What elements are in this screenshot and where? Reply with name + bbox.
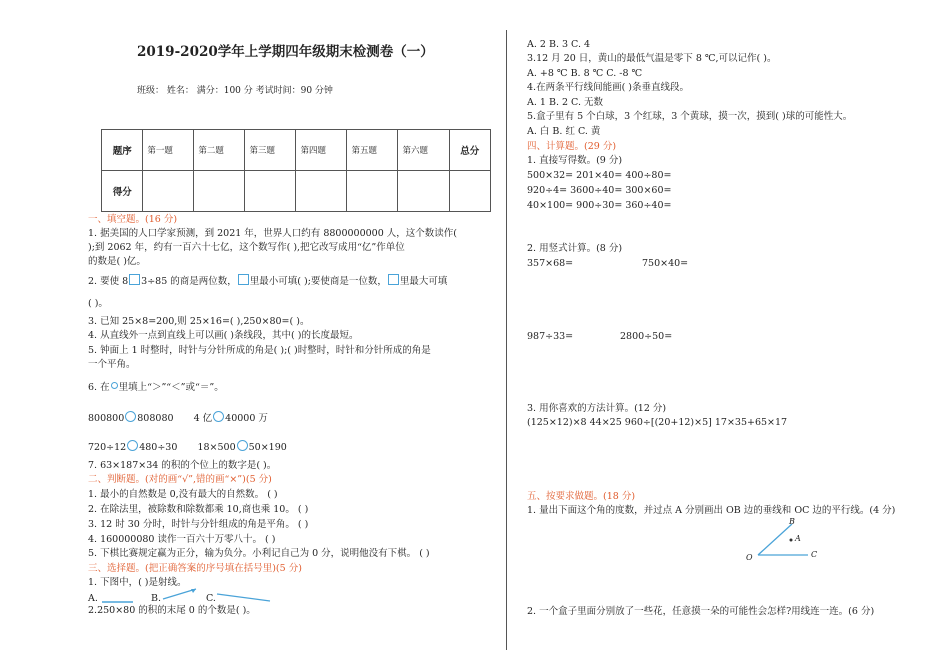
section-points: (16 分) — [145, 214, 178, 225]
question-3: 3. 已知 25×8=200,则 25×16=( ),250×80=( )。 — [88, 316, 310, 327]
calc-row: 40×100= 900÷30= 360÷40= — [527, 200, 672, 211]
q6-expr: 808080 — [137, 413, 174, 424]
score-table — [101, 129, 491, 212]
calc-row: 500×32= 201×40= 400÷80= — [527, 170, 672, 181]
score-cell[interactable] — [296, 171, 347, 212]
section-1-heading — [88, 214, 177, 226]
q2-part-a: 2. 要使 8 — [88, 276, 129, 287]
q6-expr: 800800 — [88, 413, 125, 424]
point-label-a: A — [795, 534, 801, 543]
exam-info: 班级： 姓名： 满分：100 分 考试时间：90 分钟 — [137, 86, 333, 96]
blank-box-icon[interactable] — [129, 274, 140, 285]
score-cell[interactable] — [143, 171, 194, 212]
table-header-cell: 第一题 — [143, 130, 194, 171]
question-2 — [88, 274, 447, 288]
q6-expr: 720÷12 — [88, 442, 127, 453]
compare-circle-icon[interactable] — [213, 411, 224, 422]
table-header-cell: 总分 — [449, 130, 491, 171]
draw-question-1: 1. 量出下面这个角的度数，并过点 A 分别画出 OB 边的垂线和 OC 边的平行线。(4 分) — [527, 505, 896, 516]
judge-item: 3. 12 时 30 分时，时针与分针组成的角是平角。 ( ) — [88, 519, 309, 530]
section-title: 一、填空题。 — [88, 214, 146, 225]
table-header-cell: 第三题 — [245, 130, 296, 171]
table-header-cell: 第五题 — [347, 130, 398, 171]
choice-option-b: B. — [151, 593, 162, 604]
ray-figure-icon — [160, 586, 200, 602]
table-row — [102, 171, 491, 212]
q2-part-b: 3÷85 的商是两位数， — [141, 276, 237, 287]
section-2-heading — [88, 474, 272, 486]
section-title: 二、判断题。(对的画“√”,错的画“×”) — [88, 474, 246, 485]
score-cell[interactable] — [245, 171, 296, 212]
question-1-line-1: 1. 据美国的人口学家预测，到 2021 年，世界人口约有 8800000000 人，这个数读作( — [88, 228, 457, 239]
judge-item: 5. 下棋比赛规定赢为正分，输为负分。小利记自己为 0 分，说明他没有下棋。 ( ) — [88, 548, 430, 559]
column-divider — [506, 30, 507, 650]
section-4-heading — [527, 141, 616, 153]
choice-3-options: A. +8 ℃ B. 8 ℃ C. -8 ℃ — [527, 68, 643, 79]
q6-expr: 40000 万 — [225, 413, 268, 424]
q6-row-2 — [88, 440, 287, 454]
question-1-line-3: 的数是( )亿。 — [88, 256, 146, 267]
q6-expr: 480÷30 — [139, 442, 178, 453]
question-5-line-1: 5. 钟面上 1 时整时，时针与分针所成的角是( );( )时整时，时针和分针所成的角是 — [88, 345, 431, 356]
calc-question-3: 3. 用你喜欢的方法计算。(12 分) — [527, 403, 667, 414]
blank-box-icon[interactable] — [388, 274, 399, 285]
table-header-cell: 第二题 — [194, 130, 245, 171]
blank-box-icon[interactable] — [238, 274, 249, 285]
draw-question-2: 2. 一个盒子里面分别放了一些花，任意摸一朵的可能性会怎样?用线连一连。(6 分) — [527, 606, 875, 617]
question-2-line-2: ( )。 — [88, 298, 108, 309]
compare-circle-icon[interactable] — [125, 411, 136, 422]
q6-row-1 — [88, 411, 268, 425]
compare-circle-icon[interactable] — [127, 440, 138, 451]
table-header-cell: 第四题 — [296, 130, 347, 171]
choice-4-options: A. 1 B. 2 C. 无数 — [527, 97, 604, 108]
question-7: 7. 63×187×34 的积的个位上的数字是( )。 — [88, 460, 277, 471]
question-1-line-2: );到 2062 年，约有一百六十七亿，这个数写作( ),把它改写成用“亿”作单位 — [88, 242, 405, 253]
calc-question-1: 1. 直接写得数。(9 分) — [527, 155, 623, 166]
section-title: 五、按要求做题。 — [527, 491, 604, 502]
section-5-heading — [527, 491, 635, 503]
section-title: 三、选择题。(把正确答案的序号填在括号里) — [88, 563, 276, 574]
compare-circle-icon[interactable] — [237, 440, 248, 451]
q2-part-d: 里最大可填 — [399, 276, 448, 287]
table-row — [102, 130, 491, 171]
q6-part-a: 6. 在 — [88, 382, 110, 393]
choice-question-4: 4.在两条平行线间能画( )条垂直线段。 — [527, 82, 689, 93]
section-points: (5 分) — [245, 474, 272, 485]
choice-option-c: C. — [206, 593, 216, 604]
calc-expr: 357×68= — [527, 258, 574, 269]
score-row-label: 得分 — [102, 171, 143, 212]
q6-part-b: 里填上“＞”“＜”或“＝”。 — [118, 382, 224, 393]
judge-item: 2. 在除法里，被除数和除数都乘 10,商也乘 10。 ( ) — [88, 504, 309, 515]
calc-expr: 2800÷50= — [620, 331, 673, 342]
question-6 — [88, 382, 224, 394]
score-cell[interactable] — [449, 171, 491, 212]
calc-expr: 987÷33= — [527, 331, 574, 342]
q2-part-c: 里最小可填( );要使商是一位数， — [249, 276, 387, 287]
question-5-line-2: 一个平角。 — [88, 359, 136, 370]
point-label-c: C — [811, 550, 818, 559]
line-figure-icon — [215, 592, 273, 604]
point-label-b: B — [789, 517, 795, 526]
choice-2-options: A. 2 B. 3 C. 4 — [527, 39, 591, 50]
table-header-cell: 第六题 — [398, 130, 449, 171]
score-cell[interactable] — [194, 171, 245, 212]
choice-question-5: 5.盒子里有 5 个白球，3 个红球，3 个黄球，摸一次，摸到( )球的可能性大。 — [527, 111, 853, 122]
point-label-o: O — [746, 553, 753, 562]
choice-5-options: A. 白 B. 红 C. 黄 — [527, 126, 601, 137]
choice-question-1: 1. 下图中，( )是射线。 — [88, 577, 187, 588]
table-header-cell: 题序 — [102, 130, 143, 171]
calc-row: 920÷4= 3600÷40= 300×60= — [527, 185, 672, 196]
score-cell[interactable] — [398, 171, 449, 212]
q6-expr: 50×190 — [248, 442, 287, 453]
page-title: 2019-2020学年上学期四年级期末检测卷（一） — [137, 44, 434, 60]
section-points: (29 分) — [584, 141, 617, 152]
q6-expr: 4 亿 — [193, 413, 213, 424]
judge-item: 1. 最小的自然数是 0,没有最大的自然数。 ( ) — [88, 489, 278, 500]
q6-expr: 18×500 — [197, 442, 236, 453]
section-3-heading — [88, 563, 302, 575]
score-cell[interactable] — [347, 171, 398, 212]
question-4: 4. 从直线外一点到直线上可以画( )条线段，其中( )的长度最短。 — [88, 330, 359, 341]
compare-circle-icon — [111, 382, 118, 389]
choice-question-3: 3.12 月 20 日，黄山的最低气温是零下 8 ℃,可以记作( )。 — [527, 53, 777, 64]
judge-item: 4. 160000080 读作一百六十万零八十。 ( ) — [88, 534, 276, 545]
calc-expr: 750×40= — [642, 258, 689, 269]
choice-question-2: 2.250×80 的积的末尾 0 的个数是( )。 — [88, 605, 256, 616]
choice-option-a: A. — [88, 593, 98, 604]
section-title: 四、计算题。 — [527, 141, 585, 152]
section-points: (5 分) — [275, 563, 302, 574]
section-points: (18 分) — [603, 491, 636, 502]
calc-row: (125×12)×8 44×25 960÷[(20+12)×5] 17×35+65×17 — [527, 417, 788, 428]
calc-question-2: 2. 用竖式计算。(8 分) — [527, 243, 623, 254]
